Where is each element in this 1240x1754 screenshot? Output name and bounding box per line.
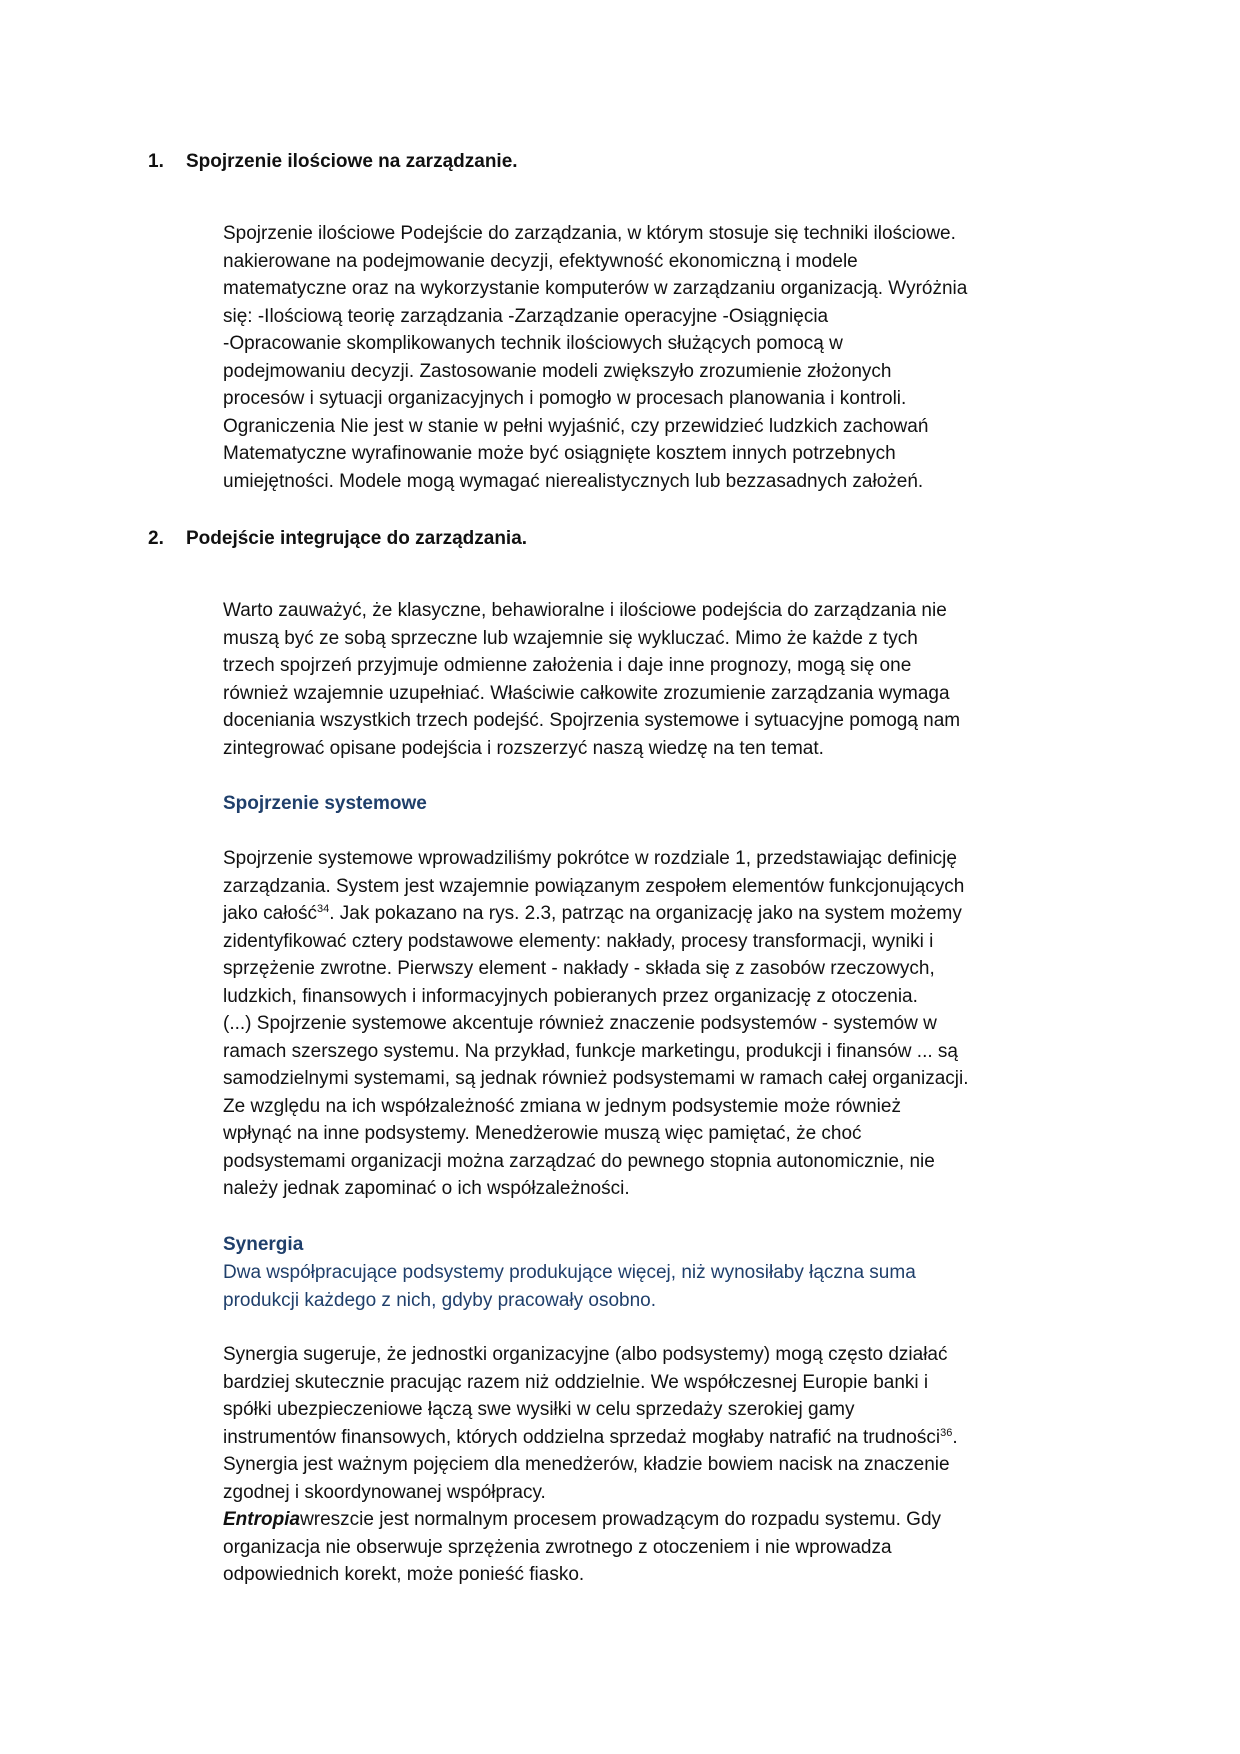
- paragraph-line: należy jednak zapominać o ich współzależności.: [223, 1178, 630, 1199]
- definition-line: Dwa współpracujące podsystemy produkujące więcej, niż wynosiłaby łączna suma: [223, 1262, 916, 1283]
- paragraph-line: Matematyczne wyrafinowanie może być osiągnięte kosztem innych potrzebnych: [223, 443, 896, 464]
- definition-line: produkcji każdego z nich, gdyby pracowały osobno.: [223, 1289, 657, 1311]
- footnote-marker: 34: [317, 903, 330, 915]
- paragraph-line: matematyczne oraz na wykorzystanie komputerów w zarządzaniu organizacją. Wyróżnia: [223, 278, 968, 299]
- paragraph-line: nakierowane na podejmowanie decyzji, efektywność ekonomiczną i modele: [223, 250, 858, 272]
- paragraph-line: Ograniczenia Nie jest w stanie w pełni wyjaśnić, czy przewidzieć ludzkich zachowań: [223, 415, 929, 437]
- systems-paragraph: [223, 845, 1123, 1203]
- paragraph-line: zarządzania. System jest wzajemnie powiązanym zespołem elementów funkcjonujących: [223, 875, 965, 897]
- text-fragment: instrumentów finansowych, których oddzielna sprzedaż mogłaby natrafić na trudności: [223, 1426, 941, 1448]
- paragraph-line: Synergia jest ważnym pojęciem dla menedżerów, kładzie bowiem nacisk na znaczenie: [223, 1454, 950, 1475]
- paragraph-line: odpowiednich korekt, może ponieść fiasko.: [223, 1564, 585, 1585]
- paragraph-line: się: -Ilościową teorię zarządzania -Zarządzanie operacyjne -Osiągnięcia: [223, 305, 829, 327]
- paragraph-line: Warto zauważyć, że klasyczne, behawioralne i ilościowe podejścia do zarządzania nie: [223, 600, 947, 621]
- paragraph-line: [223, 1424, 1123, 1452]
- paragraph-line: zidentyfikować cztery podstawowe elementy: nakłady, procesy transformacji, wyniki i: [223, 930, 934, 952]
- paragraph-line: sprzężenie zwrotne. Pierwszy element - nakłady - składa się z zasobów rzeczowych,: [223, 958, 935, 979]
- synergy-subheading: Synergia: [223, 1234, 304, 1255]
- paragraph-line: -Opracowanie skomplikowanych technik ilościowych służących pomocą w: [223, 333, 843, 354]
- section-1-title: Spojrzenie ilościowe na zarządzanie.: [186, 151, 518, 172]
- paragraph-line: samodzielnymi systemami, są jednak również podsystemami w ramach całej organizacji.: [223, 1068, 969, 1089]
- paragraph-line: muszą być ze sobą sprzeczne lub wzajemnie się wykluczać. Mimo że każde z tych: [223, 627, 918, 649]
- section-2-title: Podejście integrujące do zarządzania.: [186, 528, 528, 549]
- section-1-number: 1.: [148, 151, 164, 172]
- synergy-paragraph: [223, 1341, 1123, 1589]
- paragraph-line: zgodnej i skoordynowanej współpracy.: [223, 1481, 546, 1503]
- paragraph-line: organizacja nie obserwuje sprzężenia zwrotnego z otoczeniem i nie wprowadza: [223, 1536, 892, 1558]
- section-1-heading: [148, 148, 1048, 175]
- paragraph-line: trzech spojrzeń przyjmuje odmienne założenia i daje inne prognozy, mogą się one: [223, 655, 912, 676]
- paragraph-line: doceniania wszystkich trzech podejść. Spojrzenia systemowe i sytuacyjne pomogą nam: [223, 710, 961, 731]
- paragraph-line: wpłynąć na inne podsystemy. Menedżerowie muszą więc pamiętać, że choć: [223, 1123, 862, 1144]
- paragraph-line: [223, 900, 1123, 928]
- paragraph-line: procesów i sytuacji organizacyjnych i pomogło w procesach planowania i kontroli.: [223, 388, 907, 409]
- paragraph-line: ludzkich, finansowych i informacyjnych pobieranych przez organizację z otoczenia.: [223, 985, 918, 1007]
- text-fragment: jako całość: [223, 903, 317, 924]
- text-fragment: . Jak pokazano na rys. 2.3, patrząc na organizację jako na system możemy: [329, 903, 962, 924]
- paragraph-line: Spojrzenie ilościowe Podejście do zarządzania, w którym stosuje się techniki ilościowe.: [223, 223, 956, 244]
- section-1-paragraph: [223, 220, 1123, 495]
- paragraph-line: spółki ubezpieczeniowe łączą swe wysiłki w celu sprzedaży szerokiej gamy: [223, 1399, 855, 1420]
- section-2-heading: [148, 525, 1048, 552]
- paragraph-line: również wzajemnie uzupełniać. Właściwie całkowite zrozumienie zarządzania wymaga: [223, 682, 950, 704]
- text-fragment: wreszcie jest normalnym procesem prowadzącym do rozpadu systemu. Gdy: [300, 1509, 942, 1530]
- entropy-term: Entropia: [223, 1509, 301, 1530]
- paragraph-line: ramach szerszego systemu. Na przykład, funkcje marketingu, produkcji i finansów ... są: [223, 1040, 958, 1062]
- paragraph-line: Spojrzenie systemowe wprowadziliśmy pokrótce w rozdziale 1, przedstawiając definicję: [223, 848, 957, 869]
- text-fragment: .: [952, 1426, 958, 1448]
- paragraph-line: zintegrować opisane podejścia i rozszerzyć naszą wiedzę na ten temat.: [223, 737, 824, 759]
- systems-subheading: Spojrzenie systemowe: [223, 793, 427, 814]
- paragraph-line: podsystemami organizacji można zarządzać do pewnego stopnia autonomicznie, nie: [223, 1150, 935, 1172]
- paragraph-line: Ze względu na ich współzależność zmiana w jednym podsystemie może również: [223, 1095, 901, 1117]
- paragraph-line: [223, 1506, 1123, 1534]
- paragraph-line: (...) Spojrzenie systemowe akcentuje również znaczenie podsystemów - systemów w: [223, 1013, 937, 1034]
- section-2-number: 2.: [148, 528, 164, 549]
- section-2-paragraph: [223, 597, 1123, 762]
- footnote-marker: 36: [940, 1426, 953, 1439]
- synergy-definition: [223, 1259, 1123, 1314]
- paragraph-line: umiejętności. Modele mogą wymagać nierealistycznych lub bezzasadnych założeń.: [223, 470, 924, 492]
- paragraph-line: podejmowaniu decyzji. Zastosowanie modeli zwiększyło zrozumienie złożonych: [223, 360, 892, 382]
- paragraph-line: bardziej skutecznie pracując razem niż oddzielnie. We współczesnej Europie banki i: [223, 1371, 929, 1393]
- paragraph-line: Synergia sugeruje, że jednostki organizacyjne (albo podsystemy) mogą często działać: [223, 1344, 948, 1365]
